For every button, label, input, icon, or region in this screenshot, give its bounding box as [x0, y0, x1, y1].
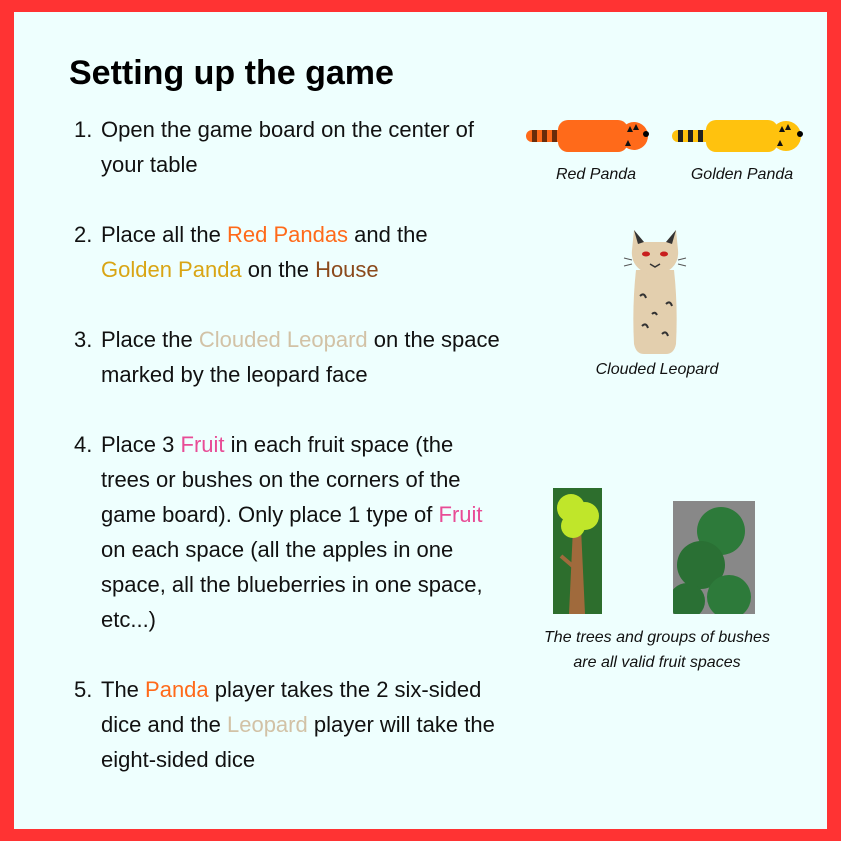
step-number: 4. — [74, 432, 93, 457]
golden-panda-caption: Golden Panda — [690, 166, 794, 183]
step-4 — [74, 427, 504, 637]
highlighted-term: Leopard — [226, 712, 308, 737]
step-text-segment: Place all the — [101, 222, 227, 247]
step-text — [101, 222, 428, 282]
red-panda-caption: Red Panda — [555, 166, 637, 183]
fruit-spaces-caption — [524, 625, 790, 675]
fruit-spaces-caption-line-1: The trees and groups of bushes — [544, 629, 770, 646]
step-text-segment: on the — [241, 257, 316, 282]
step-number: 5. — [74, 677, 93, 702]
clouded-leopard-icon — [622, 226, 688, 356]
tree-icon — [553, 488, 602, 614]
clouded-leopard-caption: Clouded Leopard — [595, 361, 719, 378]
step-5 — [74, 672, 504, 777]
highlighted-term: Panda — [145, 677, 209, 702]
rules-page — [14, 12, 827, 829]
setup-steps-list — [74, 112, 504, 777]
step-text-segment: Open the game board on the center of your table — [101, 117, 475, 177]
bushes-icon — [673, 501, 755, 614]
step-1 — [74, 112, 504, 182]
step-text-segment: player takes the 2 six-sided dice and the — [101, 677, 482, 737]
step-number: 1. — [74, 117, 93, 142]
step-text-segment: on the space marked by the leopard face — [101, 327, 500, 387]
step-number: 2. — [74, 222, 93, 247]
page-title: Setting up the game — [69, 54, 394, 92]
highlighted-term: Fruit — [438, 502, 483, 527]
step-text-segment: and the — [348, 222, 428, 247]
step-text — [101, 327, 500, 387]
step-3 — [74, 322, 504, 392]
step-number: 3. — [74, 327, 93, 352]
highlighted-term: Clouded Leopard — [198, 327, 368, 352]
step-text-segment: The — [101, 677, 146, 702]
step-text-segment: player will take the eight-sided dice — [101, 712, 495, 772]
step-text — [101, 677, 495, 772]
step-2 — [74, 217, 504, 287]
step-text-segment: in each fruit space (the trees or bushes on the corners of the game board). Only place 1 type of — [101, 432, 461, 527]
golden-panda-icon — [668, 116, 808, 156]
step-text-segment: Place the — [101, 327, 199, 352]
fruit-spaces-caption-line-2: are all valid fruit spaces — [573, 654, 741, 671]
step-text-segment: on each space (all the apples in one space, all the blueberries in one space, etc...) — [101, 537, 483, 632]
highlighted-term: Red Pandas — [226, 222, 349, 247]
highlighted-term: House — [315, 257, 379, 282]
step-text-segment: Place 3 — [101, 432, 181, 457]
highlighted-term: Golden Panda — [101, 257, 242, 282]
highlighted-term: Fruit — [180, 432, 225, 457]
step-text — [101, 432, 483, 632]
red-panda-icon — [522, 116, 652, 156]
step-text — [101, 117, 474, 177]
